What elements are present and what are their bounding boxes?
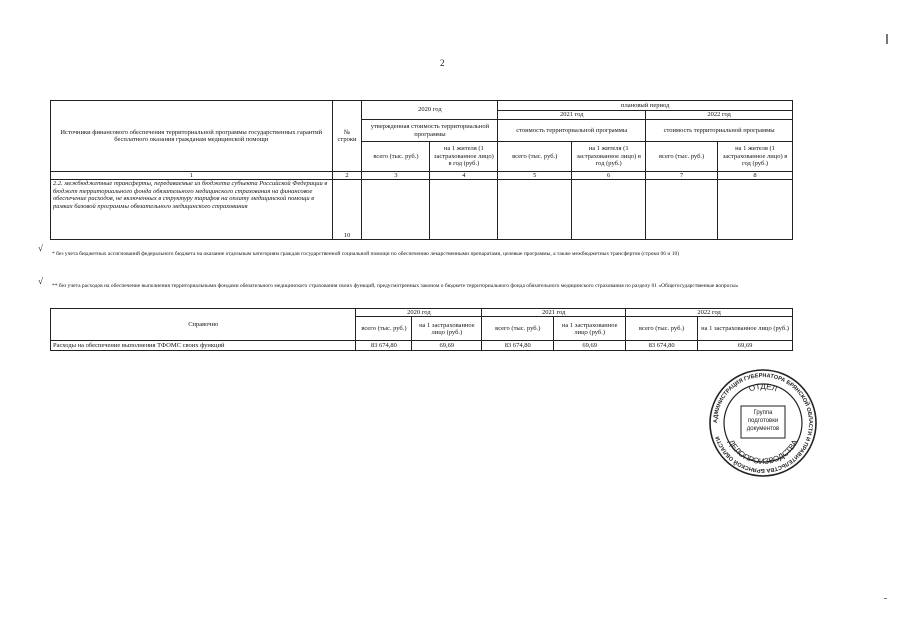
year-2020-header: 2020 год [362,101,498,120]
handwritten-check: √ [38,276,43,286]
col-number: 6 [572,172,646,180]
planning-period-header: плановый период [498,101,793,111]
row-label: Расходы на обеспечение выполнения ТФОМС своих функций [51,341,356,351]
year-2021-header: 2021 год [498,111,646,120]
value-cell: 83 674,80 [356,341,412,351]
total-header: всего (тыс. руб.) [482,317,554,341]
year-2022-header: 2022 год [626,309,793,317]
total-header: всего (тыс. руб.) [356,317,412,341]
value-cell: 69,69 [698,341,793,351]
row-label: 2.2. межбюджетные трансферты, передаваемые из бюджета субъекта Российской Федерации в бюджет территориального фонда обязательного медицинского страхования на финансовое обеспечение расходов, не включенных в структуру тарифов на оплату медицинской помощи в рамках базовой программы обязательного медицинского страхования [51,180,333,240]
row-number-header: № строки [332,101,362,172]
financing-table [50,100,793,240]
svg-text:ОТДЕЛ [748,382,778,393]
scan-mark [884,598,887,599]
col-number: 8 [718,172,793,180]
stamp-dept-bottom: ДЕЛОПРОИЗВОДСТВА [726,438,800,467]
value-cell: 83 674,80 [482,341,554,351]
total-header: всего (тыс. руб.) [626,317,698,341]
footnote-2: ** без учета расходов на обеспечение выполнения территориальными фондами обязательного медицинского страхования своих функций, предусмотренных законом о бюджете территориального фонда обязательного медицинского страхования по разделу 01 «Общегосударственные вопросы» [52,283,739,289]
cost-2021-header: стоимость территориальной программы [498,120,646,142]
col-number: 7 [646,172,718,180]
cost-2022-header: стоимость территориальной программы [646,120,793,142]
stamp-ring-text: АДМИНИСТРАЦИЯ ГУБЕРНАТОРА БРЯНСКОЙ ОБЛАСТИ И ПРАВИТЕЛЬСТВА БРЯНСКОЙ ОБЛАСТИ [712,372,814,474]
total-header: всего (тыс. руб.) [646,142,718,172]
total-header: всего (тыс. руб.) [498,142,572,172]
table-cell [718,180,793,240]
table-cell [498,180,572,240]
reference-header: Справочно [51,309,356,341]
approved-cost-header: утвержденная стоимость территориальной программы [362,120,498,142]
table-cell [362,180,430,240]
col-number: 4 [430,172,498,180]
per-capita-header: на 1 застрахованное лицо (руб.) [698,317,793,341]
year-2021-header: 2021 год [482,309,626,317]
page-number: 2 [440,58,445,68]
official-stamp [708,368,818,478]
year-2022-header: 2022 год [646,111,793,120]
row-number: 10 [332,180,362,240]
table-cell [430,180,498,240]
col-number: 3 [362,172,430,180]
col-number: 1 [51,172,333,180]
year-2020-header: 2020 год [356,309,482,317]
col-number: 5 [498,172,572,180]
value-cell: 69,69 [554,341,626,351]
per-capita-header: на 1 жителя (1 застрахованное лицо) в год (руб.) [430,142,498,172]
col-number: 2 [332,172,362,180]
per-capita-header: на 1 жителя (1 застрахованное лицо) в год (руб.) [572,142,646,172]
per-capita-header: на 1 застрахованное лицо (руб.) [412,317,482,341]
footnote-1: * без учета бюджетных ассигнований федерального бюджета на оказание отдельным категориям граждан государственной социальной помощи по обеспечению лекарственными препаратами, целевые программы, а также межбюджетных трансфертов (строки 06 и 10) [52,251,680,257]
stamp-center-text: Группа подготовки документов [746,410,780,432]
total-header: всего (тыс. руб.) [362,142,430,172]
table-cell [572,180,646,240]
value-cell: 83 674,80 [626,341,698,351]
table-cell [646,180,718,240]
value-cell: 69,69 [412,341,482,351]
source-header: Источники финансового обеспечения территориальной программы государственных гарантий бесплатного оказания гражданам медицинской помощи [51,101,333,172]
per-capita-header: на 1 жителя (1 застрахованное лицо) в год (руб.) [718,142,793,172]
reference-table [50,308,793,351]
stamp-dept-top: ОТДЕЛ [747,381,779,394]
scan-mark [886,34,888,44]
per-capita-header: на 1 застрахованное лицо (руб.) [554,317,626,341]
handwritten-check: √ [38,243,43,253]
